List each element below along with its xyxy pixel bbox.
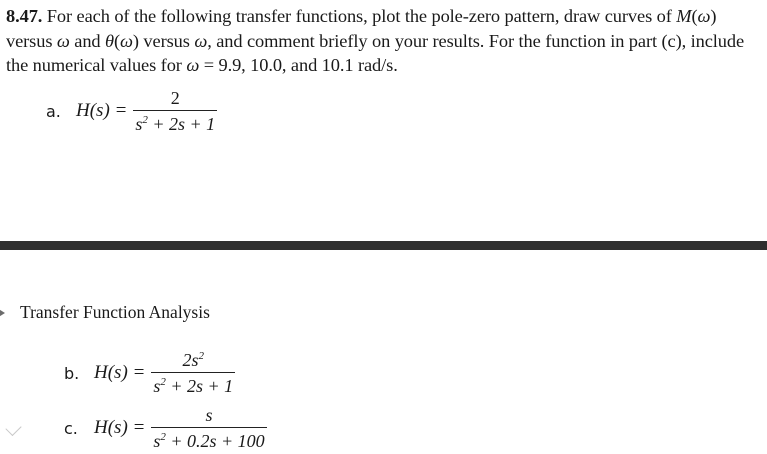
part-c (64, 405, 267, 451)
text-run: For each of the following transfer functions, plot the pole-zero pattern, draw curves of (42, 6, 677, 26)
math-symbol: ω (56, 30, 70, 51)
problem-number: 8.47. (6, 6, 43, 26)
math-symbol: ω (120, 30, 133, 51)
denominator (133, 110, 217, 134)
section-title: Transfer Function Analysis (20, 302, 210, 322)
fraction (151, 405, 266, 451)
section-divider (0, 241, 767, 250)
lhs: H(s) = (76, 100, 128, 121)
exponent: 2 (198, 350, 205, 362)
part-b (64, 350, 235, 396)
exponent: 2 (160, 376, 166, 388)
part-letter: a. (46, 101, 61, 121)
numerator (181, 350, 207, 372)
text-run: and (69, 30, 106, 51)
text-run: ( (113, 30, 120, 51)
math-symbol: ω (194, 30, 208, 51)
section-header[interactable] (0, 302, 210, 323)
faint-check-mark (5, 420, 21, 436)
math-symbol: ω (697, 6, 711, 26)
numerator: s (205, 405, 213, 425)
text-run: , and comment briefly on your results. For the function in part (c), include the numerical values for (6, 30, 745, 75)
text-run: ( (691, 6, 698, 26)
exponent: 2 (160, 431, 166, 443)
text-run: ) versus (6, 6, 717, 51)
den-rest: + 0.2s + 100 (165, 431, 265, 451)
problem-text (6, 6, 744, 75)
math-symbol: M (676, 6, 692, 26)
lhs: H(s) = (94, 417, 146, 438)
fraction (151, 350, 235, 396)
part-letter: c. (64, 418, 78, 438)
lhs: H(s) = (94, 362, 146, 383)
denominator (151, 372, 235, 396)
num-term: 2s (182, 350, 199, 370)
text-run: ) versus (132, 30, 195, 51)
caret-right-icon[interactable] (0, 306, 5, 320)
numerator: 2 (170, 88, 180, 108)
den-rest: + 2s + 1 (147, 114, 216, 134)
part-a (46, 88, 217, 134)
den-rest: + 2s + 1 (165, 376, 234, 396)
math-symbol: ω (186, 55, 200, 75)
den-term: s (153, 376, 161, 396)
fraction (133, 88, 217, 134)
text-run: = 9.9, 10.0, and 10.1 rad/s. (199, 55, 398, 75)
part-letter: b. (64, 363, 80, 383)
den-term: s (153, 431, 161, 451)
math-symbol: θ (105, 30, 114, 51)
denominator (151, 427, 266, 451)
problem-statement (6, 4, 761, 78)
den-term: s (135, 114, 143, 134)
exponent: 2 (142, 114, 148, 126)
